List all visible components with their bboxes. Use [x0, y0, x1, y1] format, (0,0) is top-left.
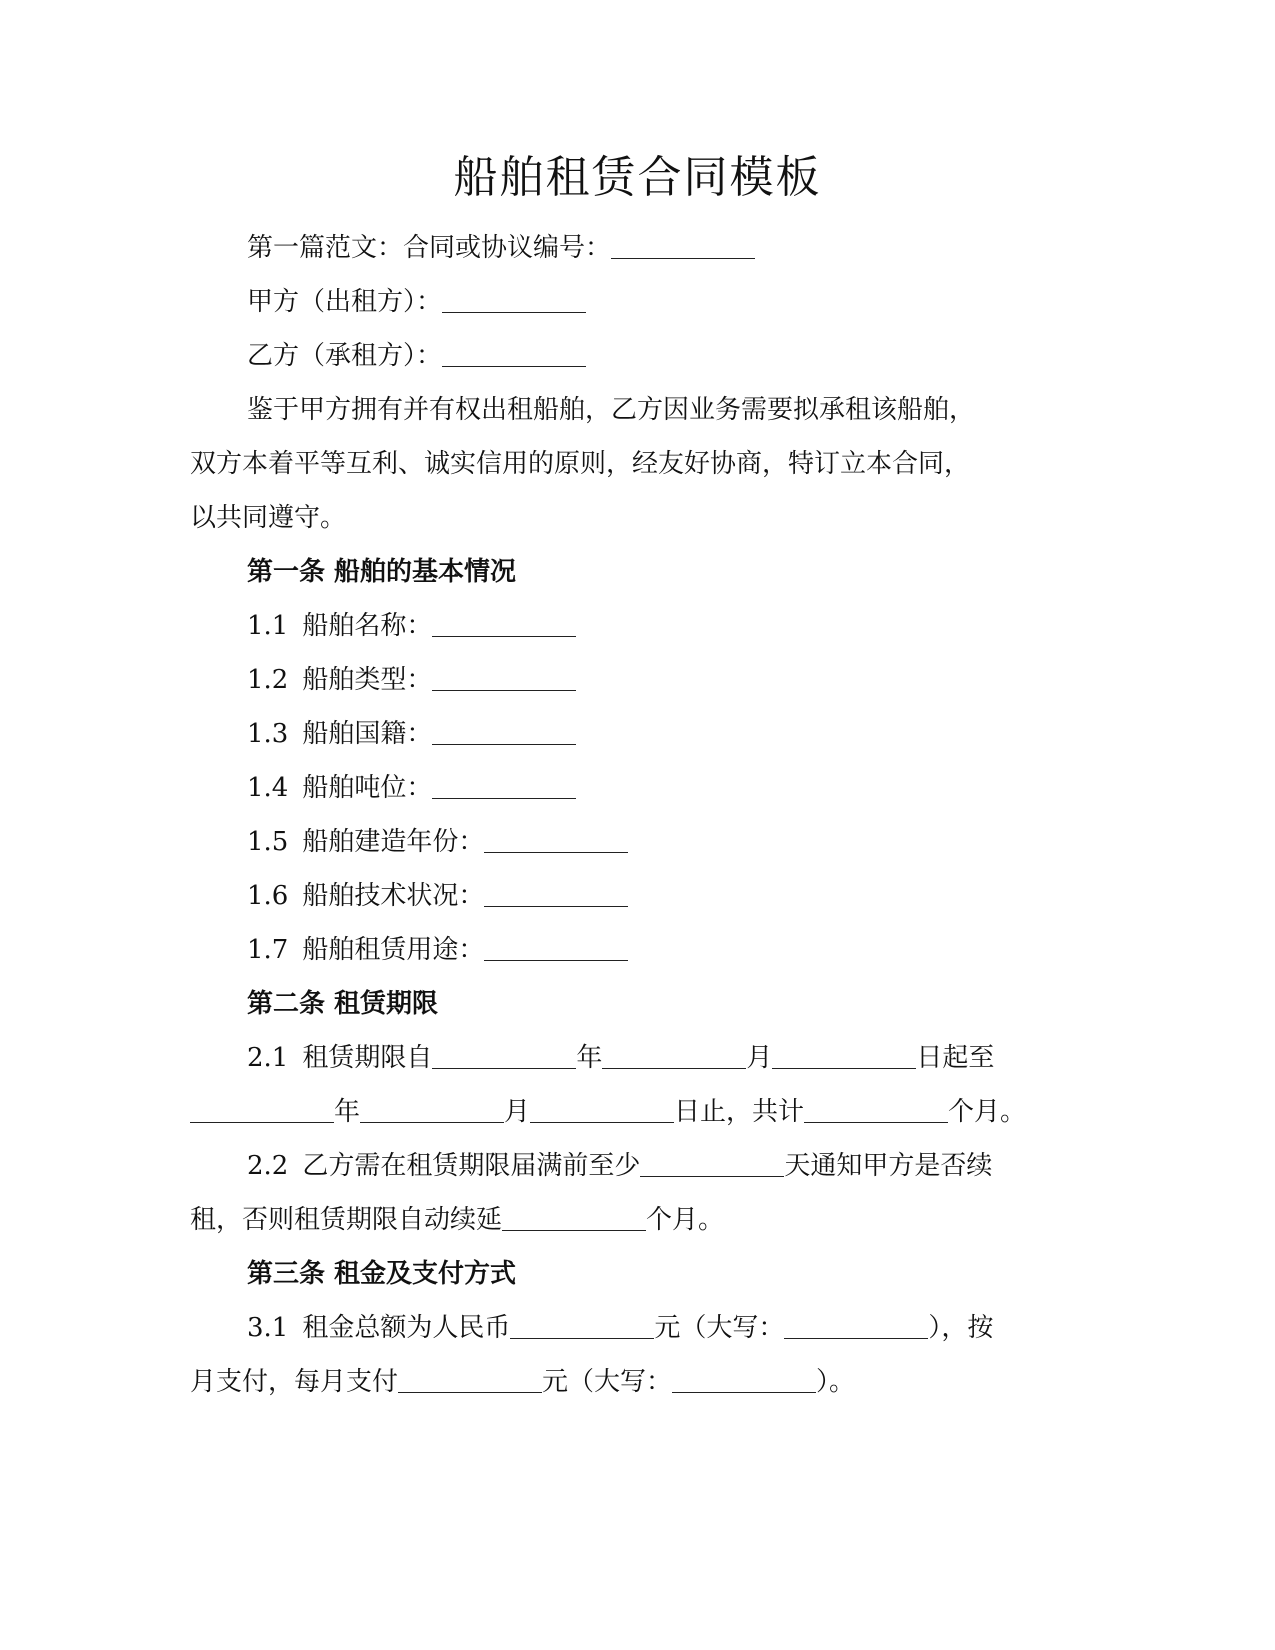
preamble-line-3: 以共同遵守。	[190, 503, 347, 533]
month-label: 月	[746, 1043, 773, 1073]
vessel-type-blank[interactable]	[432, 660, 576, 691]
total-rent-label: 租金总额为人民币	[302, 1313, 511, 1343]
build-year-blank[interactable]	[484, 822, 628, 853]
months-label: 个月。	[948, 1097, 1027, 1127]
clause-label: 船舶类型：	[302, 665, 433, 695]
party-b-blank[interactable]	[442, 336, 586, 367]
clause-number: 1.6	[247, 881, 289, 911]
clause-label: 船舶租赁用途：	[302, 935, 485, 965]
closing-paren: ）。	[816, 1367, 856, 1397]
end-day-blank[interactable]	[530, 1092, 674, 1123]
technical-condition-blank[interactable]	[484, 876, 628, 907]
clause-2-1-line-1	[247, 1038, 994, 1078]
total-rent-blank[interactable]	[510, 1308, 654, 1339]
renew-months-blank[interactable]	[502, 1200, 646, 1231]
article-3-heading: 第三条 租金及支付方式	[247, 1259, 517, 1289]
lease-from-label: 租赁期限自	[302, 1043, 433, 1073]
renew-months-suffix: 个月。	[646, 1205, 725, 1235]
clause-number: 1.2	[247, 665, 289, 695]
total-months-blank[interactable]	[804, 1092, 948, 1123]
clause-number: 1.4	[247, 773, 289, 803]
monthly-rent-blank[interactable]	[398, 1362, 542, 1393]
clause-number: 2.1	[247, 1043, 289, 1073]
article-1-heading: 第一条 船舶的基本情况	[247, 557, 517, 587]
month-label: 月	[504, 1097, 531, 1127]
party-b-line	[247, 336, 586, 376]
clause-label: 船舶名称：	[302, 611, 433, 641]
article-2-heading: 第二条 租赁期限	[247, 989, 439, 1019]
notice-label: 乙方需在租赁期限届满前至少	[302, 1151, 641, 1181]
clause-1-3	[247, 714, 576, 754]
clause-1-2	[247, 660, 576, 700]
clause-label: 船舶吨位：	[302, 773, 433, 803]
monthly-pay-suffix: ），按	[928, 1313, 994, 1343]
clause-label: 船舶建造年份：	[302, 827, 485, 857]
party-a-blank[interactable]	[442, 282, 586, 313]
clause-number: 1.7	[247, 935, 289, 965]
clause-2-1-line-2	[190, 1092, 1026, 1132]
clause-2-2-line-1	[247, 1146, 992, 1186]
yuan-uppercase-label: 元（大写：	[654, 1313, 785, 1343]
start-year-blank[interactable]	[432, 1038, 576, 1069]
year-label: 年	[334, 1097, 361, 1127]
monthly-payment-label: 月支付，每月支付	[190, 1367, 399, 1397]
notice-suffix: 天通知甲方是否续	[784, 1151, 993, 1181]
notice-days-blank[interactable]	[640, 1146, 784, 1177]
from-day-label: 日起至	[916, 1043, 995, 1073]
monthly-rent-uppercase-blank[interactable]	[672, 1362, 816, 1393]
clause-1-5	[247, 822, 628, 862]
clause-label: 船舶技术状况：	[302, 881, 485, 911]
clause-1-6	[247, 876, 628, 916]
preamble-line-2: 双方本着平等互利、诚实信用的原则，经友好协商，特订立本合同，	[190, 449, 971, 479]
clause-number: 1.1	[247, 611, 289, 641]
lease-purpose-blank[interactable]	[484, 930, 628, 961]
end-month-blank[interactable]	[360, 1092, 504, 1123]
party-a-line	[247, 282, 586, 322]
start-day-blank[interactable]	[772, 1038, 916, 1069]
auto-renew-label: 租，否则租赁期限自动续延	[190, 1205, 503, 1235]
contract-number-label: 第一篇范文：合同或协议编号：	[247, 233, 612, 263]
clause-number: 3.1	[247, 1313, 289, 1343]
clause-3-1-line-1	[247, 1308, 993, 1348]
clause-1-7	[247, 930, 628, 970]
clause-number: 1.5	[247, 827, 289, 857]
clause-label: 船舶国籍：	[302, 719, 433, 749]
party-a-label: 甲方（出租方）：	[247, 287, 443, 317]
start-month-blank[interactable]	[602, 1038, 746, 1069]
contract-number-blank[interactable]	[611, 228, 755, 259]
contract-number-line	[247, 228, 755, 268]
end-year-blank[interactable]	[190, 1092, 334, 1123]
clause-number: 1.3	[247, 719, 289, 749]
party-b-label: 乙方（承租方）：	[247, 341, 443, 371]
year-label: 年	[576, 1043, 603, 1073]
document-title: 船舶租赁合同模板	[453, 152, 822, 203]
preamble-line-1: 鉴于甲方拥有并有权出租船舶，乙方因业务需要拟承租该船舶，	[247, 395, 976, 425]
clause-3-1-line-2	[190, 1362, 855, 1402]
total-rent-uppercase-blank[interactable]	[784, 1308, 928, 1339]
vessel-name-blank[interactable]	[432, 606, 576, 637]
clause-1-1	[247, 606, 576, 646]
end-day-label: 日止，共计	[674, 1097, 805, 1127]
clause-2-2-line-2	[190, 1200, 724, 1240]
clause-number: 2.2	[247, 1151, 289, 1181]
vessel-tonnage-blank[interactable]	[432, 768, 576, 799]
clause-1-4	[247, 768, 576, 808]
yuan-uppercase-label: 元（大写：	[542, 1367, 673, 1397]
vessel-nationality-blank[interactable]	[432, 714, 576, 745]
